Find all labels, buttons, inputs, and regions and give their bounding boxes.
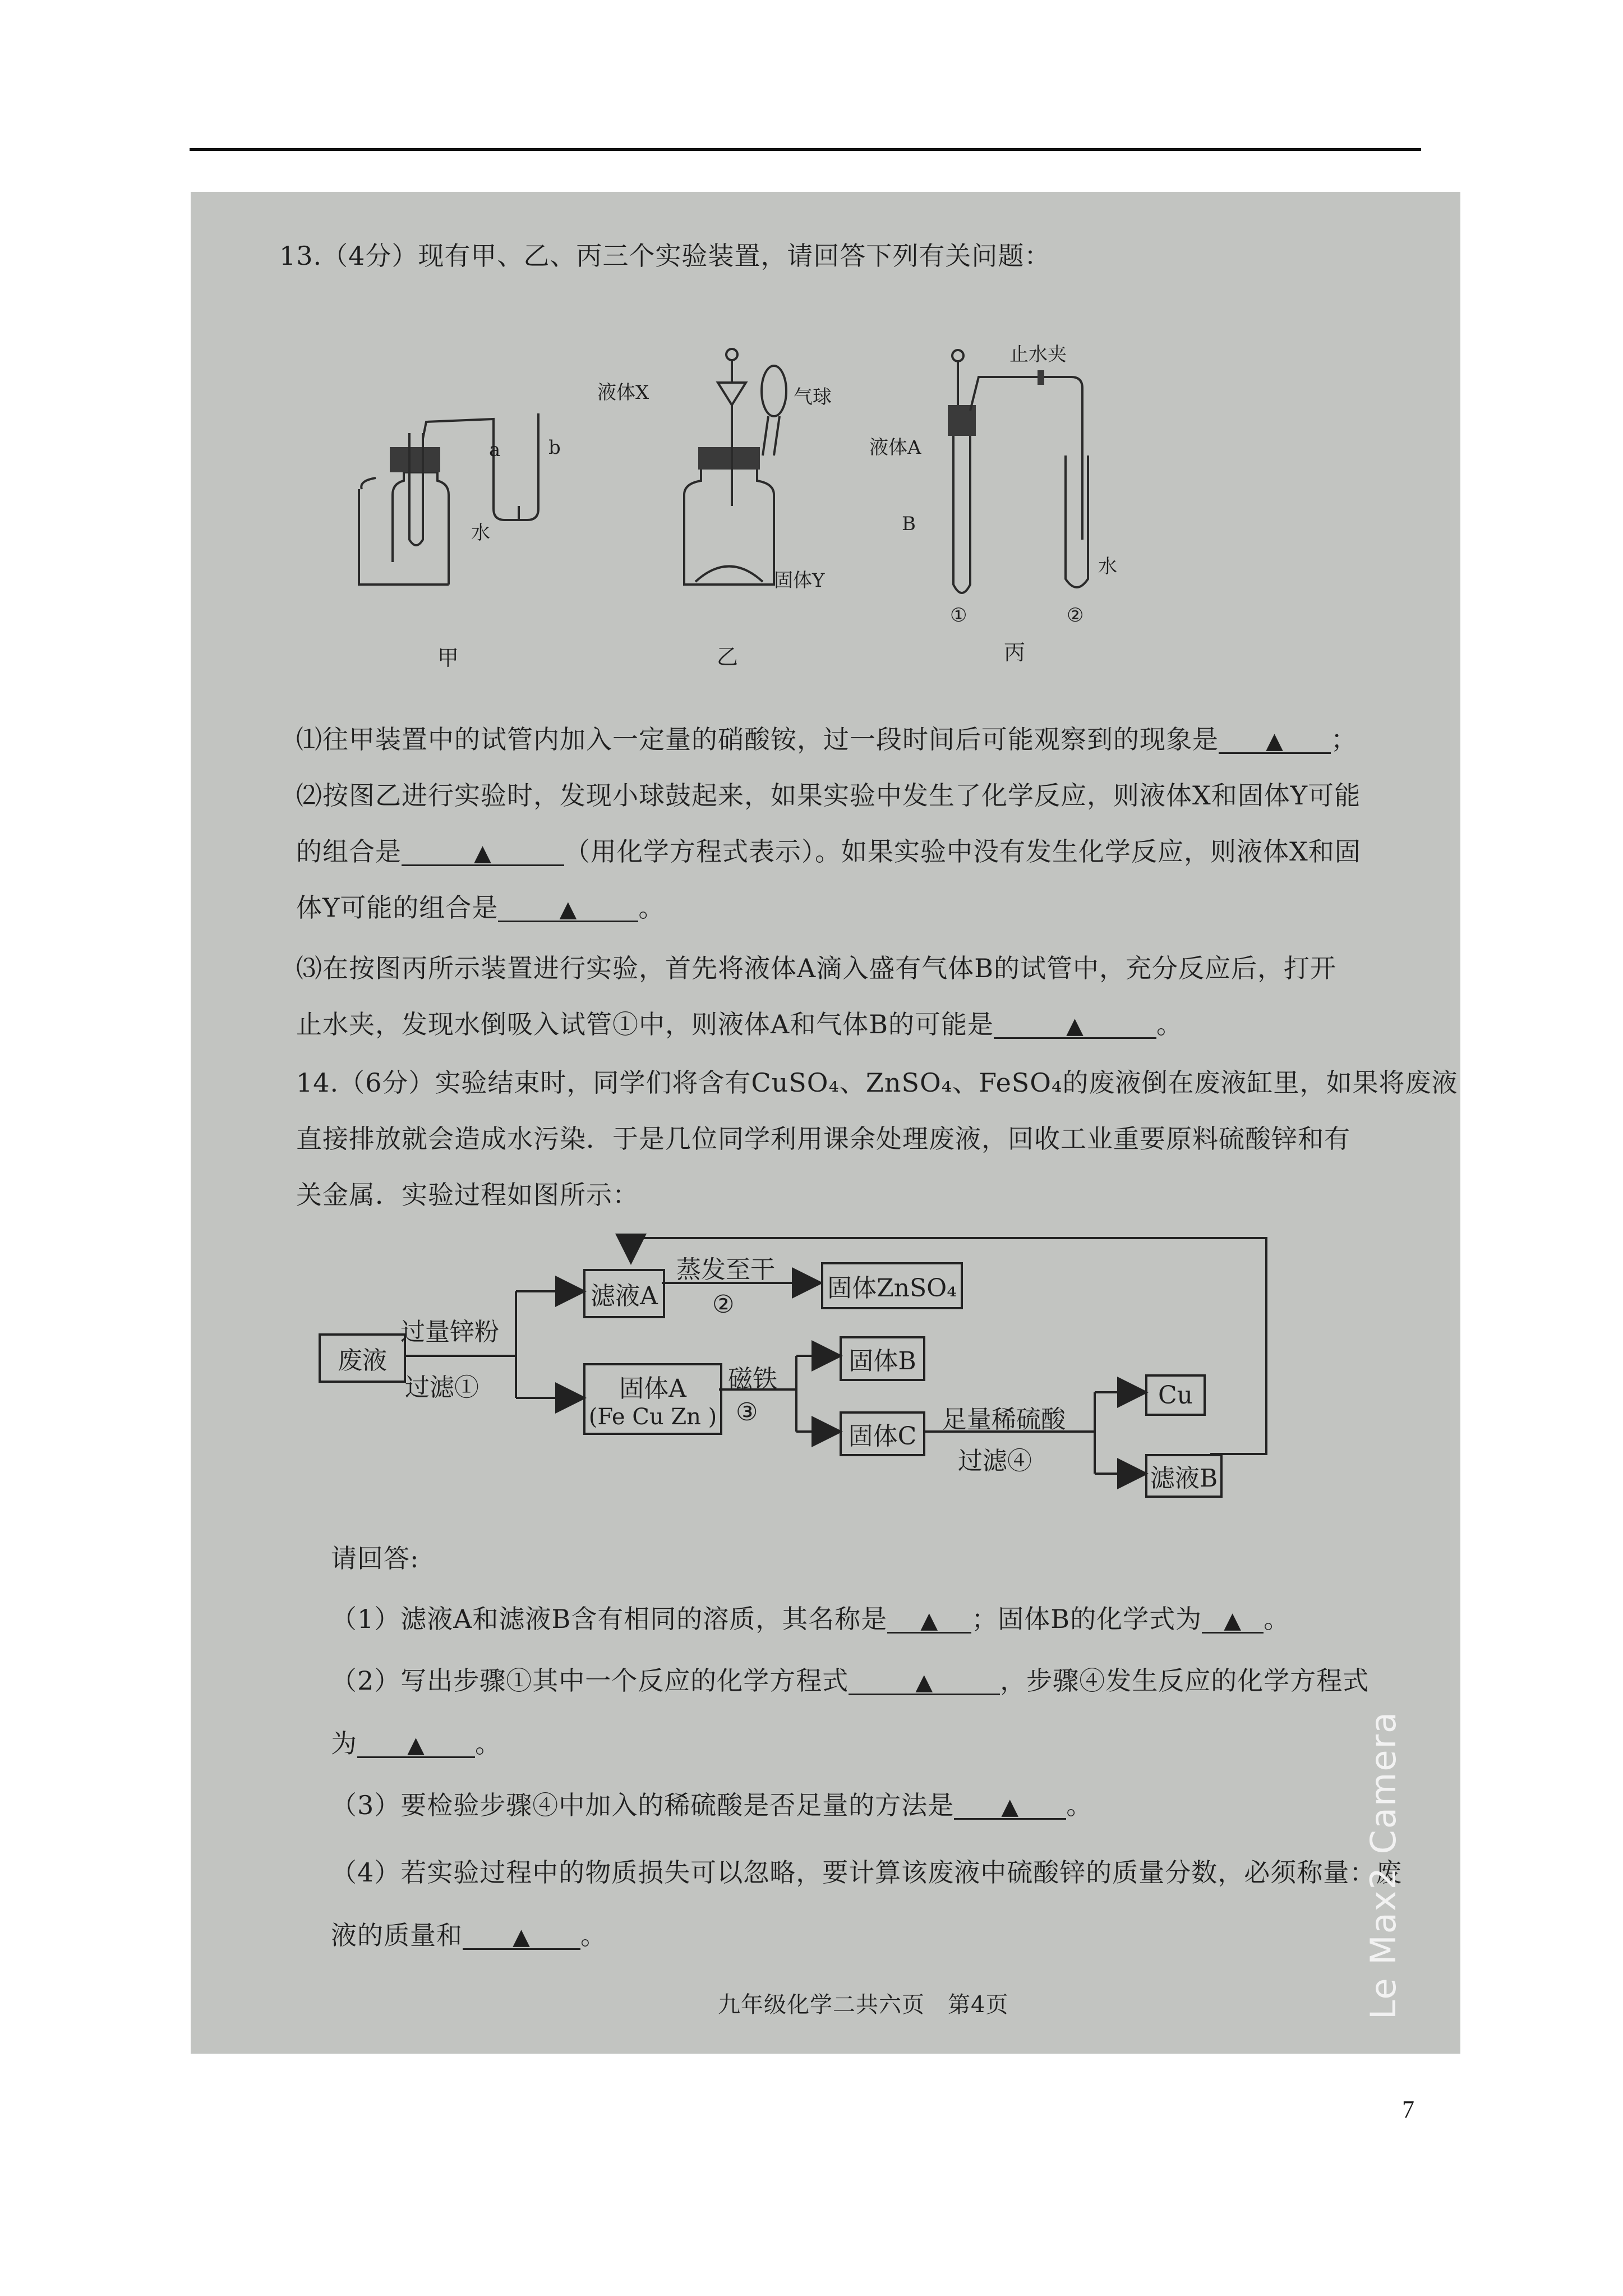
flow-box-cu: Cu <box>1145 1374 1206 1416</box>
step4-operation: 过滤④ <box>958 1447 1032 1475</box>
q13-part2-line2-a: 的组合是 <box>296 836 402 867</box>
step1-operation: 过滤① <box>405 1373 479 1402</box>
blank-triangle-icon: ▲ <box>474 840 492 866</box>
yi-label-balloon: 气球 <box>794 386 832 408</box>
q14-line1: 14.（6分）实验结束时，同学们将含有CuSO₄、ZnSO₄、FeSO₄的废液倒在废液缸里，如果将废液 <box>296 1068 1458 1098</box>
q14-answer-4-line2 <box>331 1915 607 1952</box>
blank-triangle-icon: ▲ <box>920 1608 939 1634</box>
blank-triangle-icon: ▲ <box>1066 1013 1084 1039</box>
q14-a1-text-b: ；固体B的化学式为 <box>971 1604 1202 1634</box>
solid-a-composition: (Fe Cu Zn ) <box>588 1404 717 1430</box>
q13-header: 13.（4分）现有甲、乙、丙三个实验装置，请回答下列有关问题： <box>279 241 1051 271</box>
flow-box-solid-a <box>583 1363 722 1435</box>
answer-blank[interactable] <box>463 1922 580 1950</box>
blank-triangle-icon: ▲ <box>559 896 578 922</box>
yi-label-solid-y: 固体Y <box>774 569 825 592</box>
flow-box-filtrate-b: 滤液B <box>1145 1454 1223 1498</box>
flow-box-solid-c: 固体C <box>840 1411 925 1456</box>
bing-label-tube2: ② <box>1067 604 1084 627</box>
q14-a2-end: 。 <box>475 1728 501 1759</box>
answer-blank[interactable] <box>849 1668 1000 1695</box>
q13-part1-end: ； <box>1331 724 1357 754</box>
q14-answer-1 <box>331 1599 1290 1636</box>
step1-reagent: 过量锌粉 <box>400 1318 499 1346</box>
blank-triangle-icon: ▲ <box>1266 728 1284 754</box>
header-rule <box>190 148 1421 151</box>
q14-answer-2-line2 <box>331 1723 501 1760</box>
answer-blank[interactable] <box>887 1606 971 1634</box>
bing-label-clamp: 止水夹 <box>1009 343 1067 366</box>
step3-number: ③ <box>736 1398 758 1427</box>
q13-part2-line3-a: 体Y可能的组合是 <box>296 892 499 923</box>
q13-part3-line2-a: 止水夹，发现水倒吸入试管①中，则液体A和气体B的可能是 <box>296 1009 994 1039</box>
step2-number: ② <box>712 1290 735 1319</box>
exam-page-footer: 九年级化学二共六页 第4页 <box>718 1992 1009 2018</box>
blank-triangle-icon: ▲ <box>915 1669 934 1695</box>
blank-triangle-icon: ▲ <box>1001 1794 1020 1820</box>
yi-caption: 乙 <box>717 645 739 669</box>
bing-label-liquid-a: 液体A <box>869 436 921 459</box>
flow-box-filtrate-a: 滤液A <box>583 1269 665 1318</box>
jia-label-water: 水 <box>471 522 490 544</box>
answer-blank[interactable] <box>1202 1606 1264 1634</box>
q14-line3: 关金属．实验过程如图所示： <box>296 1180 639 1210</box>
q13-part3-line2-b: 。 <box>1156 1009 1183 1039</box>
q14-a4-text-b: 液的质量和 <box>331 1920 463 1950</box>
blank-triangle-icon: ▲ <box>513 1924 531 1950</box>
exam-page-photo <box>191 192 1460 2054</box>
q14-a4-end: 。 <box>580 1920 607 1950</box>
bing-label-tube1: ① <box>950 604 967 627</box>
q13-part1-text: ⑴往甲装置中的试管内加入一定量的硝酸铵，过一段时间后可能观察到的现象是 <box>296 724 1219 754</box>
step4-reagent: 足量稀硫酸 <box>942 1405 1066 1434</box>
answer-blank[interactable] <box>357 1731 475 1758</box>
jia-label-b: b <box>548 436 561 459</box>
q14-answer-header: 请回答: <box>331 1543 419 1573</box>
q13-part2-line1: ⑵按图乙进行实验时，发现小球鼓起来，如果实验中发生了化学反应，则液体X和固体Y可能 <box>296 780 1361 811</box>
bing-label-b: B <box>902 513 916 535</box>
solid-a-label: 固体A <box>619 1374 686 1403</box>
q13-part2-line3-b: 。 <box>638 892 665 923</box>
blank-triangle-icon: ▲ <box>407 1732 425 1758</box>
q14-a2-text: （2）写出步骤①其中一个反应的化学方程式 <box>331 1665 849 1696</box>
q13-part2-line2-b: （用化学方程式表示）。如果实验中没有发生化学反应，则液体X和固 <box>564 836 1361 867</box>
q14-line2: 直接排放就会造成水污染．于是几位同学利用课余处理废液，回收工业重要原料硫酸锌和有 <box>296 1124 1350 1154</box>
q14-a3-end: 。 <box>1066 1790 1093 1820</box>
q14-answer-4-line1: （4）若实验过程中的物质损失可以忽略，要计算该废液中硫酸锌的质量分数，必须称量：废 <box>331 1857 1403 1888</box>
blank-triangle-icon: ▲ <box>1224 1608 1242 1634</box>
q14-a2-text-c: 为 <box>331 1728 357 1759</box>
q14-a2-text-b: ，步骤④发生反应的化学方程式 <box>1000 1665 1370 1696</box>
flow-box-waste: 废液 <box>319 1333 406 1383</box>
flow-box-solid-b: 固体B <box>840 1336 925 1381</box>
flow-box-solid-znso4: 固体ZnSO₄ <box>821 1262 963 1309</box>
bing-caption: 丙 <box>1004 640 1026 665</box>
bing-label-water: 水 <box>1098 555 1117 578</box>
answer-blank[interactable] <box>954 1792 1066 1820</box>
q14-answer-3 <box>331 1785 1092 1822</box>
step3-reagent: 磁铁 <box>728 1365 777 1393</box>
q13-part3-line1: ⑶在按图丙所示装置进行实验，首先将液体A滴入盛有气体B的试管中，充分反应后，打开 <box>296 953 1337 983</box>
q14-a3-text: （3）要检验步骤④中加入的稀硫酸是否足量的方法是 <box>331 1790 955 1820</box>
page-number: 7 <box>1402 2096 1414 2123</box>
jia-caption: 甲 <box>437 646 459 670</box>
q14-a1-text: （1）滤液A和滤液B含有相同的溶质，其名称是 <box>331 1604 888 1634</box>
q14-answer-2-line1 <box>331 1660 1369 1697</box>
q14-a1-end: 。 <box>1264 1604 1290 1634</box>
flowchart-connectors <box>191 192 1460 2054</box>
jia-label-a: a <box>489 439 501 461</box>
step2-operation: 蒸发至干 <box>676 1255 775 1284</box>
camera-watermark: Le Max2 Camera <box>1363 1711 1404 2019</box>
yi-label-liquid-x: 液体X <box>597 381 649 404</box>
